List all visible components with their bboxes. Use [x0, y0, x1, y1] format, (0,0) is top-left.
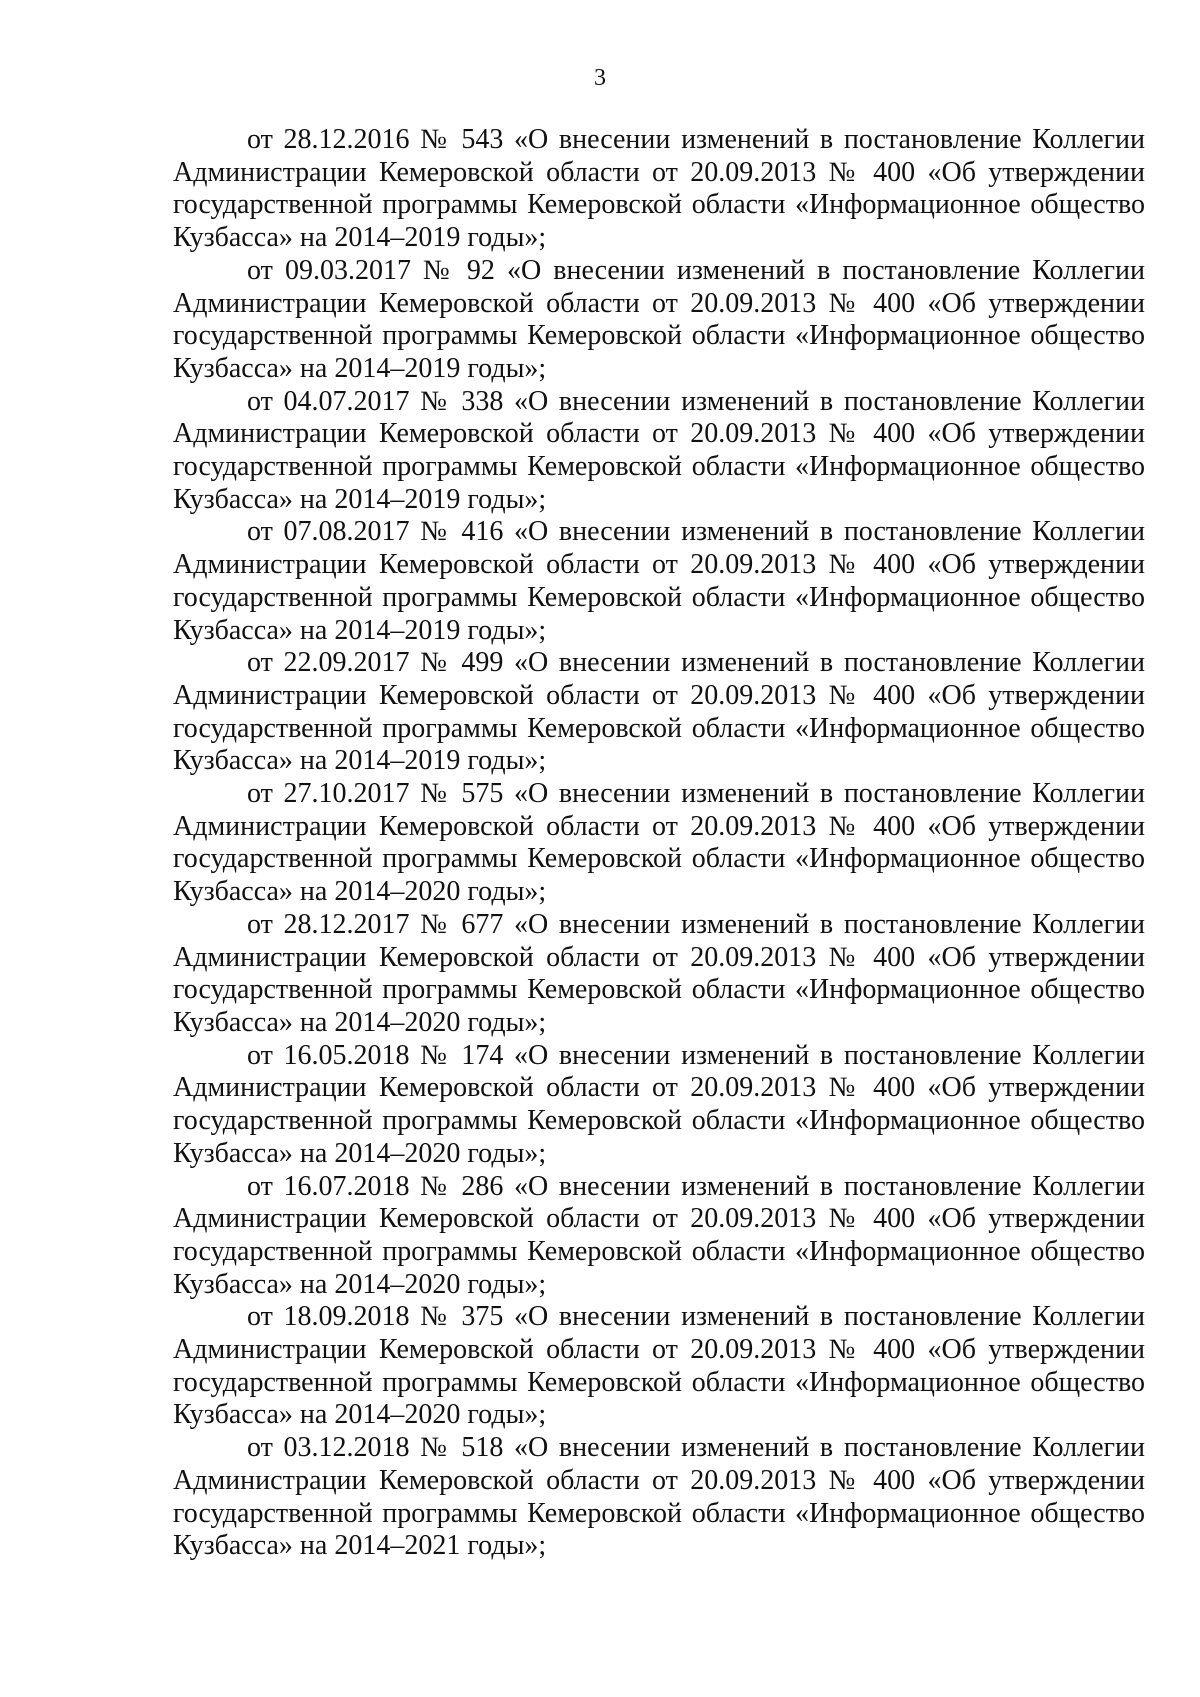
- decree-entry-line: государственной программы Кемеровской области «Информационное общество: [173, 974, 1145, 1006]
- decree-entry-line: Администрации Кемеровской области от 20.09.2013 № 400 «Об утверждении: [173, 418, 1145, 450]
- decree-entry-line: от 18.09.2018 № 375 «О внесении изменений в постановление Коллегии: [247, 1301, 1145, 1333]
- decree-entry-line: Кузбасса» на 2014–2020 годы»;: [173, 1268, 547, 1300]
- decree-entry-line: от 16.07.2018 № 286 «О внесении изменений в постановление Коллегии: [247, 1170, 1145, 1202]
- decree-entry-line: государственной программы Кемеровской области «Информационное общество: [173, 1105, 1145, 1137]
- decree-entry: [173, 516, 1145, 647]
- decree-entry-line: Кузбасса» на 2014–2019 годы»;: [173, 614, 547, 646]
- decree-entry-line: Администрации Кемеровской области от 20.09.2013 № 400 «Об утверждении: [173, 941, 1145, 973]
- page-number: 3: [594, 65, 606, 91]
- decree-entry-line: Администрации Кемеровской области от 20.09.2013 № 400 «Об утверждении: [173, 1334, 1145, 1366]
- decree-entry-line: Администрации Кемеровской области от 20.09.2013 № 400 «Об утверждении: [173, 287, 1145, 319]
- decree-entry: [173, 255, 1145, 386]
- decree-entry-line: от 03.12.2018 № 518 «О внесении изменений в постановление Коллегии: [247, 1432, 1145, 1464]
- decree-entry: [173, 778, 1145, 909]
- decree-entry-line: Кузбасса» на 2014–2021 годы»;: [173, 1530, 547, 1562]
- decree-entry-line: от 07.08.2017 № 416 «О внесении изменений в постановление Коллегии: [247, 516, 1145, 548]
- decree-entry-line: Кузбасса» на 2014–2020 годы»;: [173, 1006, 547, 1038]
- decree-entry: [173, 1040, 1145, 1171]
- decree-entry-line: Кузбасса» на 2014–2020 годы»;: [173, 1399, 547, 1431]
- decree-entry-line: государственной программы Кемеровской области «Информационное общество: [173, 1235, 1145, 1267]
- decree-entry-line: государственной программы Кемеровской области «Информационное общество: [173, 581, 1145, 613]
- decree-entry-line: Кузбасса» на 2014–2019 годы»;: [173, 222, 547, 254]
- decree-entry: [173, 909, 1145, 1040]
- decree-entry: [173, 124, 1145, 255]
- decree-entry: [173, 1171, 1145, 1302]
- decree-entry-line: Администрации Кемеровской области от 20.09.2013 № 400 «Об утверждении: [173, 679, 1145, 711]
- decree-entry-line: от 22.09.2017 № 499 «О внесении изменений в постановление Коллегии: [247, 647, 1145, 679]
- decree-entry-line: Администрации Кемеровской области от 20.09.2013 № 400 «Об утверждении: [173, 810, 1145, 842]
- decree-entry-line: Кузбасса» на 2014–2020 годы»;: [173, 876, 547, 908]
- decree-entry-line: Администрации Кемеровской области от 20.09.2013 № 400 «Об утверждении: [173, 1464, 1145, 1496]
- decree-entry: [173, 647, 1145, 778]
- decree-entry-line: Администрации Кемеровской области от 20.09.2013 № 400 «Об утверждении: [173, 156, 1145, 188]
- decree-entry-line: Кузбасса» на 2014–2019 годы»;: [173, 352, 547, 384]
- decree-entry-line: государственной программы Кемеровской области «Информационное общество: [173, 843, 1145, 875]
- decree-entry: [173, 1301, 1145, 1432]
- decree-entry-line: государственной программы Кемеровской области «Информационное общество: [173, 1366, 1145, 1398]
- decree-entry-line: от 28.12.2017 № 677 «О внесении изменений в постановление Коллегии: [247, 908, 1145, 940]
- decree-entry-line: государственной программы Кемеровской области «Информационное общество: [173, 189, 1145, 221]
- decree-entry-line: от 27.10.2017 № 575 «О внесении изменений в постановление Коллегии: [247, 778, 1145, 810]
- decree-entry-line: от 28.12.2016 № 543 «О внесении изменений в постановление Коллегии: [247, 124, 1145, 155]
- decree-entry-line: государственной программы Кемеровской области «Информационное общество: [173, 320, 1145, 352]
- decree-entry-line: Администрации Кемеровской области от 20.09.2013 № 400 «Об утверждении: [173, 549, 1145, 581]
- decree-entry-line: Администрации Кемеровской области от 20.09.2013 № 400 «Об утверждении: [173, 1072, 1145, 1104]
- decree-entry-line: государственной программы Кемеровской области «Информационное общество: [173, 1497, 1145, 1529]
- decree-entry-line: Кузбасса» на 2014–2020 годы»;: [173, 1137, 547, 1169]
- decree-entry: [173, 1432, 1145, 1563]
- decree-entry-line: Администрации Кемеровской области от 20.09.2013 № 400 «Об утверждении: [173, 1203, 1145, 1235]
- decree-entry-line: от 04.07.2017 № 338 «О внесении изменений в постановление Коллегии: [247, 385, 1145, 417]
- decree-entry-line: от 09.03.2017 № 92 «О внесении изменений в постановление Коллегии: [247, 254, 1145, 286]
- decree-entry-line: государственной программы Кемеровской области «Информационное общество: [173, 451, 1145, 483]
- decree-entry-line: государственной программы Кемеровской области «Информационное общество: [173, 712, 1145, 744]
- decree-entry-line: от 16.05.2018 № 174 «О внесении изменений в постановление Коллегии: [247, 1039, 1145, 1071]
- decree-entry-line: Кузбасса» на 2014–2019 годы»;: [173, 483, 547, 515]
- decree-entry: [173, 386, 1145, 517]
- decree-entry-line: Кузбасса» на 2014–2019 годы»;: [173, 745, 547, 777]
- document-body: [173, 124, 1145, 1563]
